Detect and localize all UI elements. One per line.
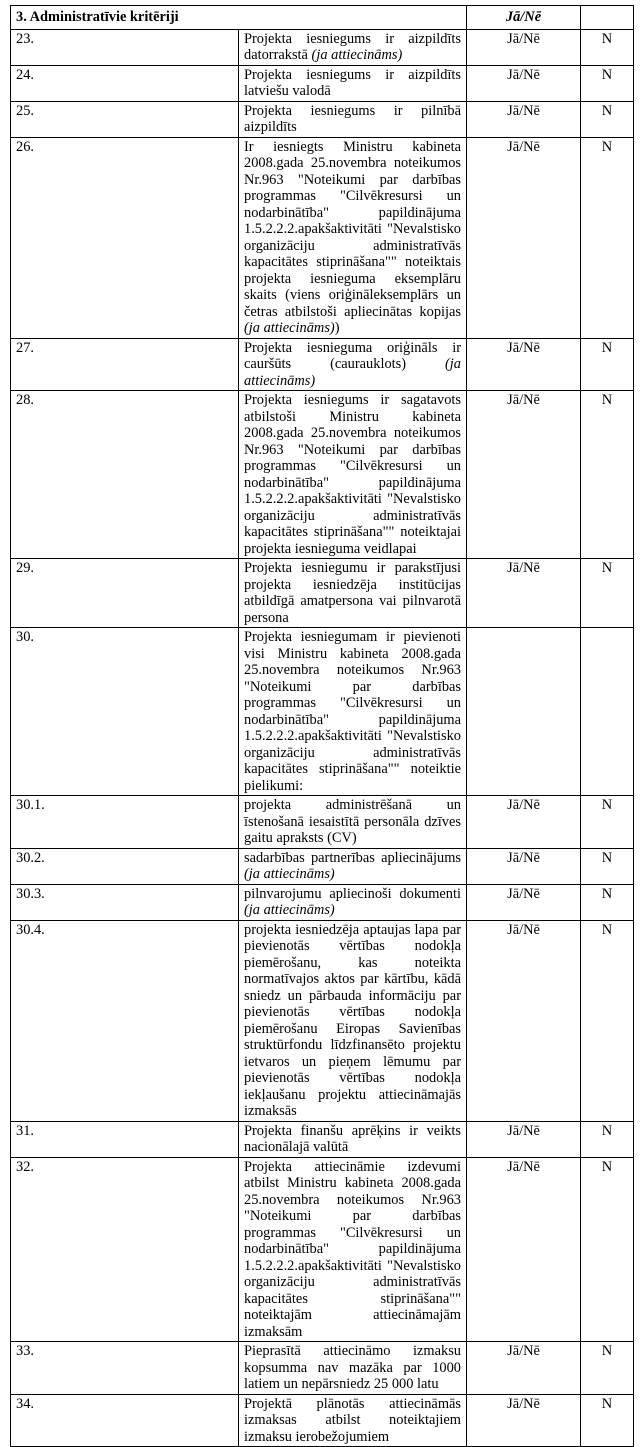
criterion-number: 30.4.: [11, 920, 239, 1121]
criterion-number: 34.: [11, 1394, 239, 1447]
criterion-row: [11, 338, 634, 391]
criterion-n: N: [581, 65, 634, 101]
criterion-row: [11, 1121, 634, 1157]
criterion-n: [581, 628, 634, 796]
criterion-n: N: [581, 1157, 634, 1342]
criterion-text: [239, 101, 467, 137]
criterion-row: [11, 1157, 634, 1342]
criterion-number: 26.: [11, 137, 239, 338]
criterion-text: [239, 29, 467, 65]
criterion-ja-ne: Jā/Nē: [467, 848, 581, 884]
criterion-n: N: [581, 1394, 634, 1447]
criterion-main-text: projekta administrēšanā un īstenošanā iesaistītā personāla dzīves gaitu apraksts (CV): [244, 797, 461, 846]
header-blank: [581, 6, 634, 30]
criterion-main-text: Projekta iesnieguma oriģināls ir cauršūts (caurauklots): [244, 339, 461, 372]
criterion-number: 30.1.: [11, 796, 239, 849]
criterion-ja-ne: Jā/Nē: [467, 137, 581, 338]
criterion-text: [239, 559, 467, 628]
criterion-number: 32.: [11, 1157, 239, 1342]
criterion-n: N: [581, 391, 634, 559]
criterion-row: [11, 884, 634, 920]
criterion-text: [239, 338, 467, 391]
criterion-row: [11, 29, 634, 65]
criterion-main-text: projekta iesniedzēja aptaujas lapa par pievienotās vērtības nodokļa piemērošanu, kas noteikta normatīvajos aktos par kārtību, kādā sniedz un pārbauda informāciju par pievienotās vērtības nodokļa piemērošanu Eiropas Savienības struktūrfondu līdzfinansēto projektu ietvaros un pieņem lēmumu par pievienotās vērtības nodokļa iekļaušanu projektu attiecināmajās izmaksās: [244, 921, 461, 1119]
criterion-n: N: [581, 884, 634, 920]
criterion-number: 30.3.: [11, 884, 239, 920]
criterion-main-text: pilnvarojumu apliecinoši dokumenti: [244, 885, 461, 902]
criterion-note: (ja attiecināms): [244, 320, 335, 336]
criterion-ja-ne: Jā/Nē: [467, 391, 581, 559]
criterion-text: [239, 391, 467, 559]
criterion-number: 30.2.: [11, 848, 239, 884]
criterion-text: [239, 137, 467, 338]
table-header-row: [11, 6, 634, 30]
criterion-row: [11, 796, 634, 849]
criterion-n: N: [581, 338, 634, 391]
criterion-number: 24.: [11, 65, 239, 101]
criterion-row: [11, 628, 634, 796]
criterion-number: 33.: [11, 1342, 239, 1395]
criterion-ja-ne: Jā/Nē: [467, 101, 581, 137]
criterion-main-text: Projekta iesniegums ir pilnībā aizpildīts: [244, 102, 461, 135]
criterion-ja-ne: Jā/Nē: [467, 65, 581, 101]
criterion-main-text: Projektā plānotās attiecināmās izmaksas atbilst noteiktajiem izmaksu ierobežojumiem: [244, 1395, 461, 1445]
criterion-text: [239, 1121, 467, 1157]
criterion-n: N: [581, 101, 634, 137]
criterion-row: [11, 1342, 634, 1395]
criterion-number: 28.: [11, 391, 239, 559]
criterion-main-text: Projekta iesniegumu ir parakstījusi projekta iesniedzēja institūcijas atbildīgā amatpersona vai pilnvarotā persona: [244, 560, 461, 626]
criterion-row: [11, 920, 634, 1121]
criterion-text: [239, 1157, 467, 1342]
criterion-text: [239, 848, 467, 884]
criterion-text: [239, 884, 467, 920]
criterion-ja-ne: Jā/Nē: [467, 1342, 581, 1395]
criterion-n: N: [581, 29, 634, 65]
criterion-text: [239, 1342, 467, 1395]
criterion-ja-ne: Jā/Nē: [467, 1121, 581, 1157]
criterion-ja-ne: Jā/Nē: [467, 884, 581, 920]
criterion-number: 31.: [11, 1121, 239, 1157]
criterion-number: 27.: [11, 338, 239, 391]
header-ja-ne: Jā/Nē: [467, 6, 581, 30]
criterion-ja-ne: Jā/Nē: [467, 796, 581, 849]
criterion-row: [11, 1394, 634, 1447]
criterion-text: [239, 628, 467, 796]
criterion-main-text: Pieprasītā attiecināmo izmaksu kopsumma nav mazāka par 1000 latiem un nepārsniedz 25 000 latu: [244, 1343, 461, 1392]
criterion-ja-ne: Jā/Nē: [467, 1157, 581, 1342]
criterion-ja-ne: Jā/Nē: [467, 338, 581, 391]
criterion-n: N: [581, 848, 634, 884]
criterion-ja-ne: Jā/Nē: [467, 920, 581, 1121]
criterion-number: 25.: [11, 101, 239, 137]
criterion-number: 23.: [11, 29, 239, 65]
criterion-n: N: [581, 137, 634, 338]
criterion-main-text: Projekta iesniegums ir sagatavots atbilstoši Ministru kabineta 2008.gada 25.novembra noteikumos Nr.963 "Noteikumi par darbības programmas "Cilvēkresursi un nodarbinātība" papildinājuma 1.5.2.2.2.apakšaktivitāti "Nevalstisko organizāciju administratīvās kapacitātes stiprināšana"" noteiktajai projekta iesnieguma veidlapai: [244, 392, 461, 557]
criterion-main-text: Ir iesniegts Ministru kabineta 2008.gada 25.novembra noteikumos Nr.963 "Noteikumi par darbības programmas "Cilvēkresursi un nodarbinātība" papildinājuma 1.5.2.2.2.apakšaktivitāti "Nevalstisko organizāciju administratīvās kapacitātes stiprināšana"" noteiktais projekta iesnieguma eksemplāru skaits (viens oriģināleksemplārs un četras atbilstoši apliecinātas kopijas: [244, 138, 461, 320]
criterion-ja-ne: Jā/Nē: [467, 1394, 581, 1447]
criterion-note: (ja attiecināms): [311, 47, 403, 63]
criterion-n: N: [581, 559, 634, 628]
criterion-n: N: [581, 796, 634, 849]
criterion-row: [11, 101, 634, 137]
criteria-table: [10, 5, 634, 1447]
criterion-n: N: [581, 920, 634, 1121]
criterion-row: [11, 848, 634, 884]
criterion-note: (ja attiecināms): [244, 356, 461, 389]
criterion-ja-ne: Jā/Nē: [467, 29, 581, 65]
criterion-space: [406, 356, 445, 372]
criterion-row: [11, 65, 634, 101]
criterion-main-text: Projekta finanšu aprēķins ir veikts nacionālajā valūtā: [244, 1122, 461, 1155]
criterion-main-text: sadarbības partnerības apliecinājums: [244, 849, 461, 866]
criterion-text: [239, 796, 467, 849]
criterion-tail: ): [334, 320, 340, 336]
criterion-n: N: [581, 1342, 634, 1395]
criterion-ja-ne: [467, 628, 581, 796]
criterion-number: 30.: [11, 628, 239, 796]
section-title: 3. Administratīvie kritēriji: [11, 6, 467, 30]
criterion-note: (ja attiecināms): [244, 866, 335, 882]
criterion-main-text: Projekta iesniegumam ir pievienoti visi Ministru kabineta 2008.gada 25.novembra noteikumos Nr.963 "Noteikumi par darbības programmas "Cilvēkresursi un nodarbinātība" papildinājuma 1.5.2.2.2.apakšaktivitāti "Nevalstisko organizāciju administratīvās kapacitātes stiprināšana"" noteiktie pielikumi:: [244, 629, 461, 794]
criterion-number: 29.: [11, 559, 239, 628]
criterion-main-text: Projekta iesniegums ir aizpildīts datorrakstā: [244, 30, 461, 63]
criterion-text: [239, 65, 467, 101]
criterion-row: [11, 137, 634, 338]
criterion-main-text: Projekta iesniegums ir aizpildīts latviešu valodā: [244, 66, 461, 99]
criterion-n: N: [581, 1121, 634, 1157]
criterion-main-text: Projekta attiecināmie izdevumi atbilst Ministru kabineta 2008.gada 25.novembra noteikumos Nr.963 "Noteikumi par darbības programmas "Cilvēkresursi un nodarbinātība" papildinājuma 1.5.2.2.2.apakšaktivitāti "Nevalstisko organizāciju administratīvās kapacitātes stiprināšana"" noteiktajām attiecināmajām izmaksām: [244, 1158, 461, 1340]
criterion-text: [239, 920, 467, 1121]
criterion-note: (ja attiecināms): [244, 902, 335, 918]
criterion-text: [239, 1394, 467, 1447]
criterion-row: [11, 391, 634, 559]
criterion-row: [11, 559, 634, 628]
criterion-ja-ne: Jā/Nē: [467, 559, 581, 628]
